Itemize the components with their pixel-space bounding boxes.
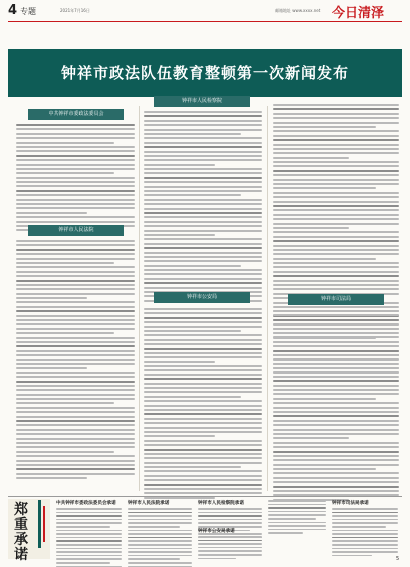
pledge-political-committee (56, 500, 122, 567)
section-heading-court: 钟祥市人民法院 (28, 225, 124, 236)
pledge-heading: 钟祥市人民检察院承诺 (198, 501, 244, 506)
issue-date: 2021年7月16日 (60, 8, 90, 13)
pledge-side-title: 郑重承诺 (14, 502, 28, 563)
header-rule (8, 21, 402, 22)
page-header (0, 0, 410, 22)
editor-info: 邮箱地址 www.xxxx.net (275, 8, 321, 13)
pledge-court (128, 500, 192, 567)
article-political-committee (16, 124, 135, 234)
section-heading-political-committee: 中共钟祥市委政法委员会 (28, 109, 124, 120)
article-justice-bureau (273, 310, 399, 503)
section-heading-justice-bureau: 钟祥市司法局 (288, 294, 384, 305)
headline-title: 钟祥市政法队伍教育整顿第一次新闻发布 (60, 64, 349, 82)
pledge-public-security (198, 528, 262, 561)
bottom-rule (8, 496, 402, 497)
pledge-continued (268, 500, 326, 536)
section-heading-procuratorate: 钟祥市人民检察院 (154, 96, 250, 107)
masthead-logo: 今日清泽 (332, 6, 385, 21)
section-label: 专题 (20, 7, 36, 16)
article-public-security (144, 308, 262, 501)
pledge-heading: 钟祥市司法局承诺 (332, 501, 369, 506)
column-divider (139, 106, 140, 491)
pledge-heading: 钟祥市公安局承诺 (198, 529, 235, 534)
page-footer-mark: 5 (396, 556, 400, 562)
column-divider (267, 106, 268, 491)
section-heading-public-security: 钟祥市公安局 (154, 292, 250, 303)
pledge-heading: 钟祥市人民法院承诺 (128, 501, 170, 506)
article-court (16, 240, 135, 481)
headline-banner (8, 49, 402, 97)
decorative-stripe-icon (38, 500, 46, 548)
page-number: 4 (8, 3, 18, 18)
article-procuratorate (144, 111, 262, 304)
pledge-justice-bureau (332, 500, 398, 558)
pledge-heading: 中共钟祥市委政法委员会承诺 (56, 501, 116, 506)
